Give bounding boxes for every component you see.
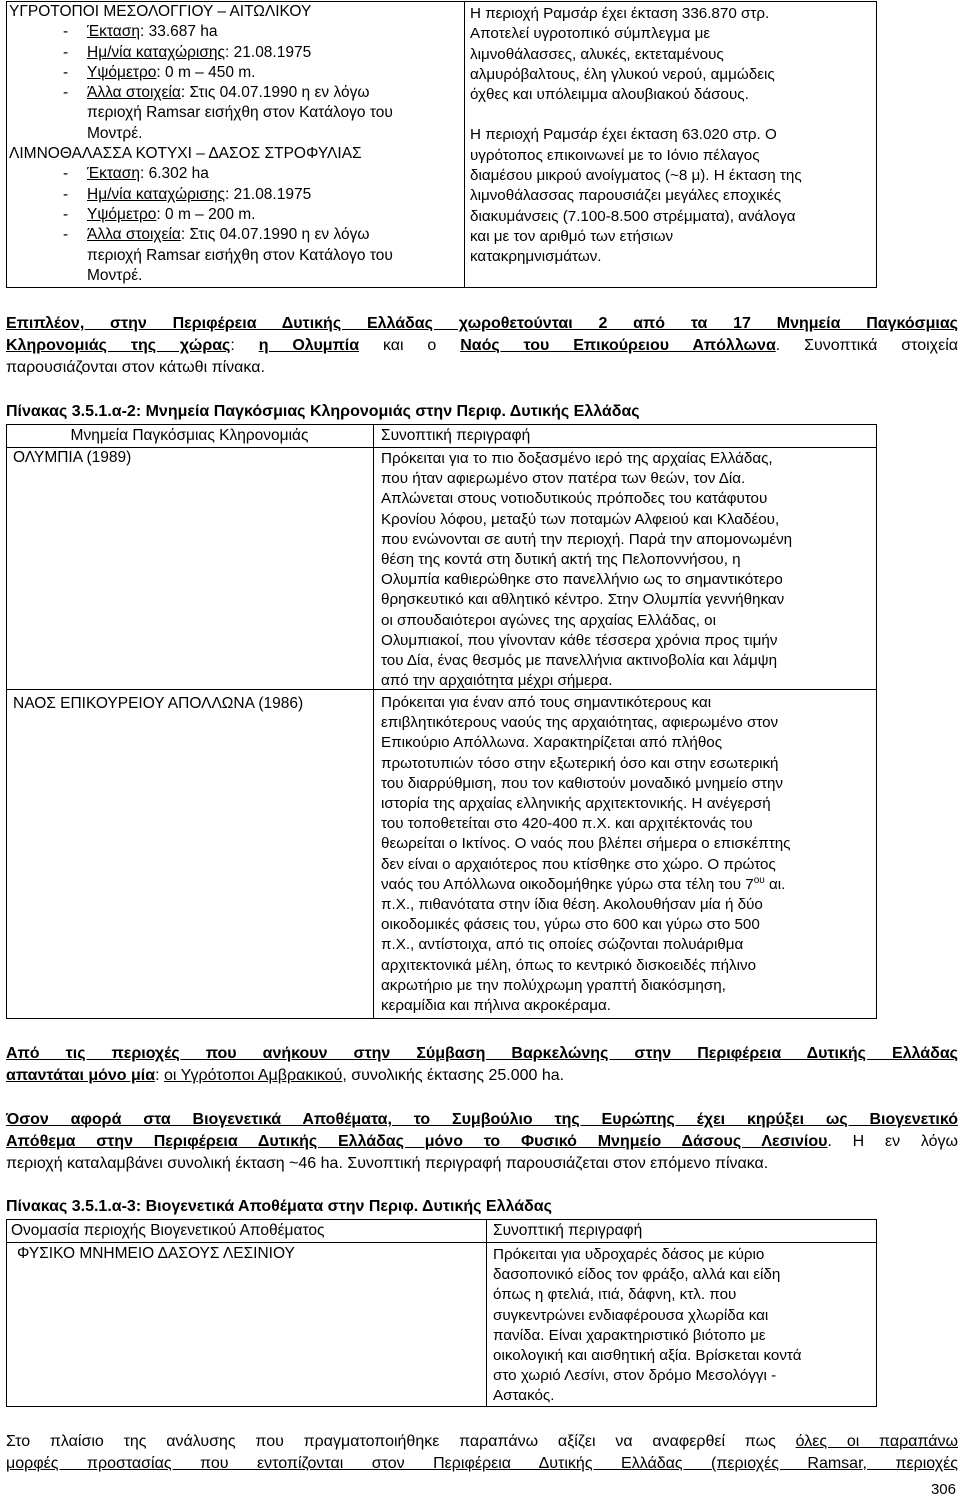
attribute-value: : 21.08.1975 [225,43,312,61]
dash: - [63,205,69,223]
paragraph-biogenetic [6,1109,958,1175]
desc-line: πανίδα. Είναι χαρακτηριστικό βιότοπο με [493,1326,766,1344]
paragraph-conclusion [6,1431,958,1475]
site-attribute [9,164,459,184]
para-text: . Η εν λόγω [827,1133,959,1150]
site-attribute [9,22,459,42]
site-desc-line: υγρότοπος επικοινωνεί με το Ιόνιο πέλαγος [470,146,760,164]
site-desc-line: διαμέσου μικρού ανοίγματος (~8 μ). Η έκταση της [470,167,802,185]
colon: : [155,1067,160,1084]
desc-line: Ολυμπία καθιερώθηκε στο πανελλήνιο ως το σημαντικότερο [381,571,783,589]
attribute-label: Έκταση [87,23,140,41]
header-row [7,425,876,448]
desc-line: οι σπουδαιότεροι αγώνες της αρχαίας Ελλάδας, οι [381,611,716,629]
desc-line: ιστορία της αρχαίας ελληνικής αρχιτεκτονικής. Η ανέγερσή [381,795,771,813]
site-desc-line: λιμνοθάλασσας παρουσιάζει μεγάλες εποχικές [470,187,782,205]
dash: - [63,185,69,203]
header-cell: Μνημεία Παγκόσμιας Κληρονομιάς [70,427,309,444]
desc-line: όπως η φτελιά, ιτιά, δάφνη, κτλ. που [493,1286,737,1304]
dash: - [63,43,69,61]
para-underline: όλες οι παραπάνω [795,1433,959,1450]
desc-line: Πρόκειται για το πιο δοξασμένο ιερό της αρχαίας Ελλάδας, [381,450,773,467]
monument-name: ΟΛΥΜΠΙΑ (1989) [13,449,132,466]
attribute-label: Υψόμετρο [87,63,157,81]
site-desc-line: Αποτελεί υγροτοπικό σύμπλεγμα με [470,25,711,43]
desc-line: δεν είναι ο αρχαιότερος που κτίσθηκε στο χώρο. Ο πρώτος [381,855,776,873]
para-text: , συνολικής έκτασης 25.000 ha. [342,1067,565,1084]
site-cont: περιοχή Ramsar εισήχθη στον Κατάλογο του [87,246,393,264]
site-title: ΛΙΜΝΟΘΑΛΑΣΣΑ ΚΟΤΥΧΙ – ΔΑΣΟΣ ΣΤΡΟΦΥΛΙΑΣ [9,145,362,163]
desc-line: ναός του Απόλλωνα οικοδομήθηκε γύρω στα τέλη του 7 [381,875,754,893]
site-attribute [9,43,459,63]
para-text: Στο πλαίσιο της ανάλυσης που πραγματοποιήθηκε παραπάνω αξίζει να αναφερθεί πως [6,1433,776,1450]
attribute-value: : 0 m – 450 m. [156,63,256,81]
desc-line: από την αρχαιότητα μέχρι σήμερα. [381,672,613,690]
site-desc-line: και με τον αριθμό των ετήσιων [470,227,674,245]
desc-line: πρωτοτυπιών τόσο στην εξωτερική όσο και στην εσωτερική [381,754,779,772]
para-bold: Απόθεμα στην Περιφέρεια Δυτικής Ελλάδας μόνο το Φυσικό Μνημείο Δάσους Λεσινίου [6,1133,828,1150]
attribute-value: : Στις 04.07.1990 η εν λόγω [180,226,370,244]
site-cont: Μοντρέ. [87,266,143,284]
attribute-label: Ημ/νία καταχώρισης [87,43,226,61]
para-bold: Κληρονομιάς της χώρας [6,337,231,354]
dash: - [63,226,69,244]
attribute-label: Έκταση [87,165,140,183]
header-cell: Συνοπτική περιγραφή [493,1222,643,1239]
desc-line: αι. [764,875,786,893]
site-desc-line: διακυμάνσεις (7.100-8.500 στρέμματα), ανάλογα [470,207,796,225]
site-cont: Μοντρέ. [87,124,143,142]
col-divider [486,1220,487,1406]
desc-line: του τοποθετείται στο 420-400 π.Χ. και αρχιτέκτονάς του [381,815,753,833]
attribute-value: : 0 m – 200 m. [156,205,256,223]
desc-line: του Δία, ένας θεσμός με πανελλήνια ακτινοβολία και λάμψη [381,652,778,670]
ramsar-left-cell [9,2,459,286]
header-cell: Ονομασία περιοχής Βιογενετικού Αποθέματος [11,1222,325,1239]
table2-caption: Πίνακας 3.5.1.α-2: Μνημεία Παγκόσμιας Κληρονομιάς στην Περιφ. Δυτικής Ελλάδας [6,403,640,420]
olympia-link: η Ολυμπία [258,337,360,354]
attribute-label: Ημ/νία καταχώρισης [87,185,226,203]
para-text: παρουσιάζονται στον κάτωθι πίνακα. [6,359,265,376]
site-cont: περιοχή Ramsar εισήχθη στον Κατάλογο του [87,104,393,122]
reserve-desc [493,1245,873,1407]
site-desc-line: Η περιοχή Ραμσάρ έχει έκταση 336.870 στρ. [470,5,770,22]
header-row [7,1220,876,1243]
desc-line: αρχιτεκτονικά μέλη, όπως το κεντρικό δισκοειδές πήλινο [381,956,757,974]
desc-line: που ενώνονται σε αυτή την περιοχή. Παρά την απομονωμένη [381,530,793,548]
paragraph-barcelona [6,1043,958,1087]
world-heritage-table [6,424,877,1019]
superscript: ου [753,874,765,886]
desc-line: συγκεντρώνει ενδιαφέρουσα χλωρίδα και [493,1306,769,1324]
paragraph-world-heritage [6,313,958,379]
dash: - [63,84,69,102]
site-attribute [9,185,459,205]
para-text: περιοχή καταλαμβάνει συνολική έκταση ~46 ha. Συνοπτική περιγραφή παρουσιάζεται στον επόμενο πίνακα. [6,1155,769,1172]
para-underline: μορφές προστασίας που εντοπίζονται στον Περιφέρεια Δυτικής Ελλάδας (περιοχές Ramsar, περιοχές [6,1455,958,1472]
monument-name: ΝΑΟΣ ΕΠΙΚΟΥΡΕΙΟΥ ΑΠΟΛΛΩΝΑ (1986) [13,695,304,712]
header-cell: Συνοπτική περιγραφή [381,427,531,444]
biogenetic-table [6,1219,877,1407]
desc-line: θέση της κοντά στη δυτική ακτή της Πελοποννήσου, η [381,551,741,569]
desc-line: Απλώνεται στους νοτιοδυτικούς πρόποδες του κατάφυτου [381,490,768,508]
desc-line: στο χωριό Λεσίνι, στον δρόμο Μεσολόγγι - [493,1367,777,1385]
attribute-label: Άλλα στοιχεία [87,226,181,244]
attribute-value: : 21.08.1975 [225,185,312,203]
attribute-value: : 33.687 ha [139,23,218,41]
desc-line: κεραμίδια και πήλινα ακροκέραμα. [381,997,611,1015]
desc-line: Αστακός. [493,1387,555,1405]
site-desc-line: Η περιοχή Ραμσάρ έχει έκταση 63.020 στρ. Ο [470,126,777,144]
table-divider [464,2,465,287]
para-bold: Όσον αφορά στα Βιογενετικά Αποθέματα, το Συμβούλιο της Ευρώπης έχει κηρύξει ως Βιογενετικό [6,1111,958,1128]
desc-line: ακρωτήριο με την πολύχρωμη γραπτή διακόσμηση, [381,976,726,994]
attribute-label: Υψόμετρο [87,205,157,223]
desc-line: Επικούριο Απόλλωνα. Χαρακτηρίζεται από πλήθος [381,734,723,752]
site-desc-line: κατακρημνισμάτων. [470,248,602,266]
dash: - [63,63,69,81]
desc-line: Πρόκειται για υδροχαρές δάσος με κύριο [493,1246,765,1263]
para-bold: Από τις περιοχές που ανήκουν στην Σύμβαση Βαρκελώνης στην Περιφέρεια Δυτικής Ελλάδας [6,1045,958,1062]
para-text: και ο [382,337,437,354]
desc-line: που ήταν αφιερωμένο στον πατέρα των θεών, τον Δία. [381,470,746,488]
desc-line: επιβλητικότερους ναούς της αρχαιότητας, αφιερωμένο στον [381,714,779,732]
colon: : [230,337,235,354]
site-attribute [9,83,459,103]
para-bold: απαντάται μόνο μία [6,1067,156,1084]
desc-line: θεωρείται ο Ικτίνος. Ο ναός που βλέπει σήμερα ο επισκέπτης [381,835,791,853]
dash: - [63,23,69,41]
desc-line: π.Χ., πιθανότατα στην ίδια θέση. Ακολουθήσαν μία ή δύο [381,896,763,914]
desc-line: θρησκευτικό και αθλητικό κέντρο. Στην Ολυμπία γεννήθηκαν [381,591,785,609]
site-desc-line: αλμυρόβαλτους, έλη γλυκού νερού, αμμώδεις [470,65,775,83]
page-number: 306 [930,1481,956,1498]
site-title: ΥΓΡΟΤΟΠΟΙ ΜΕΣΟΛΟΓΓΙΟΥ – ΑΙΤΩΛΙΚΟΥ [9,3,312,20]
desc-line: π.Χ., αντίστοιχα, από τις οποίες σώζονται πολυάριθμα [381,936,744,954]
site-attribute [9,225,459,245]
col-divider [373,425,374,1018]
temple-link: Ναός του Επικούρειου Απόλλωνα [460,337,776,354]
desc-line: Κρονίου λόφου, μεταξύ των ποταμών Αλφειού και Κλαδέου, [381,510,780,528]
site-desc-line: όχθες και υπόλειμμα αλουβιακού δάσους. [470,86,749,104]
monument-desc [381,449,871,691]
site-attribute [9,205,459,225]
dash: - [63,165,69,183]
desc-line: οικοδομικές φάσεις του, γύρω στο 600 και γύρω στο 500 [381,916,760,934]
amvrakikos-link: οι Υγρότοποι Αμβρακικού [163,1067,343,1084]
attribute-label: Άλλα στοιχεία [87,84,181,102]
site-desc-line: λιμνοθάλασσες, αλυκές, εκτεταμένους [470,45,724,63]
desc-line: δασοπονικό είδος τον φράξο, αλλά και είδη [493,1266,781,1284]
attribute-value: : Στις 04.07.1990 η εν λόγω [180,84,370,102]
ramsar-table [6,1,877,288]
reserve-name: ΦΥΣΙΚΟ ΜΝΗΜΕΙΟ ΔΑΣΟΥΣ ΛΕΣΙΝΙΟΥ [17,1245,295,1262]
ramsar-right-cell [470,4,870,268]
monument-desc [381,693,871,1016]
desc-line: Πρόκειται για έναν από τους σημαντικότερους και [381,694,712,711]
para-text: . Συνοπτικά στοιχεία [775,337,958,354]
table3-caption: Πίνακας 3.5.1.α-3: Βιογενετικά Αποθέματα στην Περιφ. Δυτικής Ελλάδας [6,1198,552,1215]
desc-line: Ολυμπιακοί, που γίνονταν κάθε τέσσερα χρόνια προς τιμήν [381,631,778,649]
desc-line: του διαρρύθμιση, που τον καθιστούν μοναδικό μνημείο στην [381,774,784,792]
site-attribute [9,63,459,83]
para-bold: Επιπλέον, στην Περιφέρεια Δυτικής Ελλάδας χωροθετούνται 2 από τα 17 Μνημεία Παγκόσμιας [6,315,958,332]
desc-line: οικολογική και αισθητική αξία. Βρίσκεται κοντά [493,1347,802,1365]
attribute-value: : 6.302 ha [139,165,209,183]
